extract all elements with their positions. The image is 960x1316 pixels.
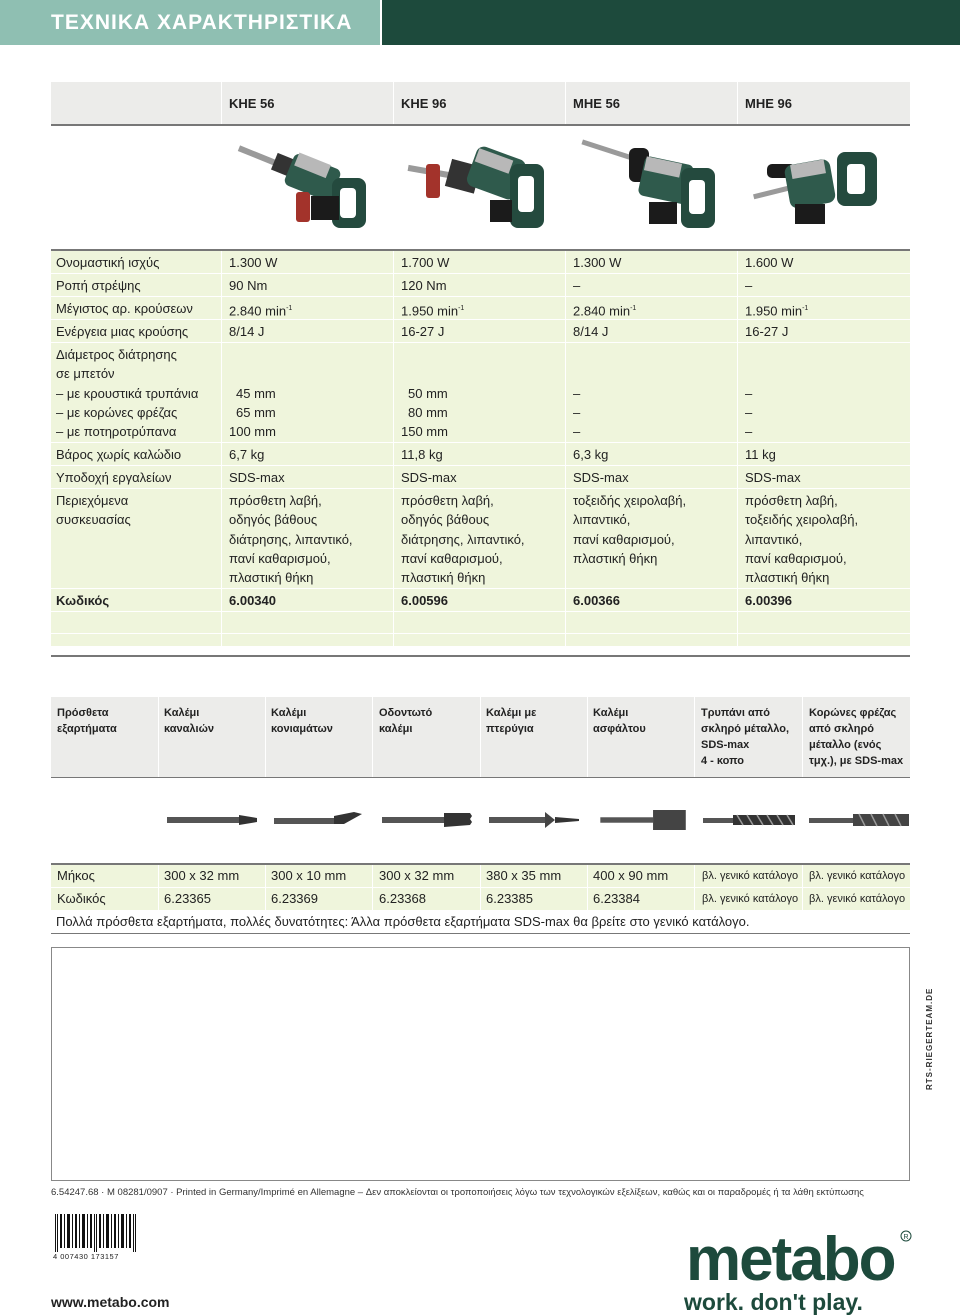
khe96-hammer-image — [406, 134, 556, 240]
acc-label-length: Μήκος — [57, 868, 95, 883]
chuck-mhe96: SDS-max — [745, 470, 801, 485]
acc-row-code — [51, 888, 910, 911]
code-core: βλ. γενικό κατάλογο — [809, 893, 906, 905]
length-core: βλ. γενικό κατάλογο — [809, 870, 906, 882]
product-images — [51, 126, 910, 250]
spec-body — [51, 249, 910, 646]
energy-mhe96: 16-27 J — [745, 324, 789, 339]
label-drilling-cups: – με ποτηροτρύπανα — [56, 424, 177, 439]
label-chuck: Υποδοχή εργαλείων — [56, 470, 172, 485]
length-drill: βλ. γενικό κατάλογο — [702, 870, 799, 882]
contents-mhe96: πρόσθετη λαβή, τοξειδής χειρολαβή, λιπαντικό, πανί καθαρισμού, πλαστική θήκη — [745, 493, 859, 586]
row-code — [51, 589, 910, 612]
page-title: ΤΕΧΝΙΚΑ ΧΑΡΑΚΤΗΡΙΣΤΙΚΑ — [51, 11, 353, 34]
chuck-mhe56: SDS-max — [573, 470, 629, 485]
code-asphalt: 6.23384 — [593, 891, 640, 906]
acc-header-asphalt-chisel: Καλέμι ασφάλτου — [593, 707, 646, 735]
svg-text:R: R — [903, 1234, 909, 1241]
power-mhe96: 1.600 W — [745, 255, 794, 270]
drill-bits-mhe56: – — [573, 386, 581, 401]
torque-mhe96: – — [745, 278, 753, 293]
weight-mhe96: 11 kg — [745, 447, 776, 462]
code-mhe96: 6.00396 — [745, 593, 792, 608]
agency-credit: RTS-RIEGERTEAM.DE — [925, 987, 934, 1090]
acc-header-core-bit: Κορώνες φρέζας από σκληρό μέταλλο (ενός τμχ.), με SDS-max — [809, 707, 904, 767]
accessories-note-row — [51, 911, 910, 934]
weight-khe56: 6,7 kg — [229, 447, 265, 462]
energy-khe56: 8/14 J — [229, 324, 265, 339]
core-bit-image — [809, 810, 909, 830]
code-toothed: 6.23368 — [379, 891, 426, 906]
impact-rate-khe56: 2.840 $\min^{-1}$ — [229, 303, 293, 319]
acc-header-mortar-chisel: Καλέμι κονιαμάτων — [271, 707, 333, 735]
label-power: Ονομαστική ισχύς — [56, 255, 160, 270]
torque-mhe56: – — [573, 278, 581, 293]
print-info: 6.54247.68 · M 08281/0907 · Printed in Germany/Imprimé en Allemagne – Δεν αποκλείονται οι τροποποιήσεις λόγω των τεχνολογικών εξελίξεων, καθώς και οι παραδρομές ή τα λάθη εκτύπωσης — [51, 1187, 864, 1198]
power-khe96: 1.700 W — [401, 255, 450, 270]
acc-header-accessories: Πρόσθετα εξαρτήματα — [57, 707, 117, 735]
label-weight: Βάρος χωρίς καλώδιο — [56, 447, 182, 462]
contents-mhe56: τοξειδής χειρολαβή, λιπαντικό, πανί καθαρισμού, πλαστική θήκη — [573, 493, 687, 566]
row-torque — [51, 274, 910, 297]
carbide-drill-image — [703, 810, 798, 830]
metabo-logo — [684, 1228, 914, 1288]
drill-crowns-mhe56: – — [573, 405, 581, 420]
acc-header-carbide-drill: Τρυπάνι από σκληρό μέταλλο, SDS-max 4 - κοπο — [701, 707, 790, 767]
length-toothed: 300 x 32 mm — [379, 868, 455, 883]
label-drilling-bits: – με κρουστικά τρυπάνια — [56, 386, 199, 401]
khe56-hammer-image — [236, 134, 386, 240]
label-contents-2: συσκευασίας — [56, 512, 131, 527]
row-chuck — [51, 466, 910, 489]
header-title-bar — [0, 0, 380, 45]
row-drilling — [51, 343, 910, 443]
drill-bits-khe96: 50 mm — [408, 386, 448, 401]
row-blank-2 — [51, 634, 910, 657]
svg-text:metabo: metabo — [686, 1228, 895, 1288]
row-contents — [51, 489, 910, 589]
length-wing: 380 x 35 mm — [486, 868, 562, 883]
acc-label-code: Κωδικός — [57, 891, 106, 906]
model-khe96: KHE 96 — [401, 96, 447, 111]
impact-rate-mhe56: 2.840 $\min^{-1}$ — [573, 303, 637, 319]
code-wing: 6.23385 — [486, 891, 533, 906]
accessories-note: Πολλά πρόσθετα εξαρτήματα, πολλές δυνατότητες: Άλλα πρόσθετα εξαρτήματα SDS-max θα βρείτε στο γενικό κατάλογο. — [56, 914, 750, 929]
power-mhe56: 1.300 W — [573, 255, 622, 270]
acc-row-length — [51, 865, 910, 888]
contents-khe56: πρόσθετη λαβή, οδηγός βάθους διάτρησης, λιπαντικό, πανί καθαρισμού, πλαστική θήκη — [229, 493, 353, 586]
row-blank-1 — [51, 612, 910, 634]
header-dark-bar — [382, 0, 960, 45]
impact-rate-khe96: 1.950 $\min^{-1}$ — [401, 303, 465, 319]
drill-bits-khe56: 45 mm — [236, 386, 276, 401]
barcode-image — [55, 1214, 137, 1252]
drill-bits-mhe96: – — [745, 386, 753, 401]
code-mortar: 6.23369 — [271, 891, 318, 906]
code-mhe56: 6.00366 — [573, 593, 620, 608]
barcode-number: 4 007430 173157 — [53, 1252, 119, 1261]
brand-slogan: work. don't play. — [684, 1289, 863, 1315]
row-impact-energy — [51, 320, 910, 343]
accessories-body — [51, 864, 910, 911]
length-asphalt: 400 x 90 mm — [593, 868, 669, 883]
channel-chisel-image — [167, 810, 257, 830]
impact-rate-mhe96: 1.950 $\min^{-1}$ — [745, 303, 809, 319]
label-code: Κωδικός — [56, 593, 110, 608]
label-contents-1: Περιεχόμενα — [56, 493, 129, 508]
label-impact-energy: Ενέργεια μιας κρούσης — [56, 324, 189, 339]
toothed-chisel-image — [382, 810, 472, 830]
acc-header-wing-chisel: Καλέμι με πτερύγια — [486, 707, 537, 735]
energy-mhe56: 8/14 J — [573, 324, 609, 339]
mhe56-breaker-image — [579, 134, 729, 240]
row-impact-rate — [51, 297, 910, 320]
drill-crowns-khe96: 80 mm — [408, 405, 448, 420]
accessory-images — [51, 778, 910, 864]
spec-table-header — [51, 82, 910, 126]
contents-khe96: πρόσθετη λαβή, οδηγός βάθους διάτρησης, λιπαντικό, πανί καθαρισμού, πλαστική θήκη — [401, 493, 525, 586]
model-mhe56: MHE 56 — [573, 96, 620, 111]
drill-cups-khe96: 150 mm — [401, 424, 448, 439]
label-drilling-1: Διάμετρος διάτρησης — [56, 347, 177, 362]
power-khe56: 1.300 W — [229, 255, 278, 270]
mortar-chisel-image — [274, 810, 364, 830]
drill-cups-khe56: 100 mm — [229, 424, 276, 439]
mhe96-breaker-image — [751, 134, 901, 240]
label-drilling-crowns: – με κορώνες φρέζας — [56, 405, 178, 420]
length-channel: 300 x 32 mm — [164, 868, 240, 883]
label-impact-rate: Μέγιστος αρ. κρούσεων — [56, 301, 193, 316]
torque-khe96: 120 Nm — [401, 278, 447, 293]
row-weight — [51, 443, 910, 466]
torque-khe56: 90 Nm — [229, 278, 268, 293]
weight-mhe56: 6,3 kg — [573, 447, 609, 462]
label-drilling-2: σε μπετόν — [56, 366, 115, 381]
model-khe56: KHE 56 — [229, 96, 275, 111]
code-khe56: 6.00340 — [229, 593, 276, 608]
length-mortar: 300 x 10 mm — [271, 868, 347, 883]
weight-khe96: 11,8 kg — [401, 447, 443, 462]
code-drill: βλ. γενικό κατάλογο — [702, 893, 799, 905]
spec-table — [51, 82, 910, 646]
drill-cups-mhe56: – — [573, 424, 581, 439]
model-mhe96: MHE 96 — [745, 96, 792, 111]
asphalt-chisel-image — [596, 810, 691, 830]
acc-header-toothed-chisel: Οδοντωτό καλέμι — [379, 707, 433, 735]
drill-crowns-mhe96: – — [745, 405, 753, 420]
drill-crowns-khe56: 65 mm — [236, 405, 276, 420]
drill-cups-mhe96: – — [745, 424, 753, 439]
dealer-stamp-box — [51, 947, 910, 1181]
row-power — [51, 251, 910, 274]
website-url: www.metabo.com — [51, 1294, 170, 1310]
accessories-header — [51, 697, 910, 778]
acc-header-channel-chisel: Καλέμι καναλιών — [164, 707, 214, 735]
accessories-table — [51, 697, 910, 934]
energy-khe96: 16-27 J — [401, 324, 445, 339]
chuck-khe56: SDS-max — [229, 470, 285, 485]
chuck-khe96: SDS-max — [401, 470, 457, 485]
code-channel: 6.23365 — [164, 891, 211, 906]
wing-chisel-image — [489, 810, 579, 830]
code-khe96: 6.00596 — [401, 593, 448, 608]
label-torque: Ροπή στρέψης — [56, 278, 141, 293]
